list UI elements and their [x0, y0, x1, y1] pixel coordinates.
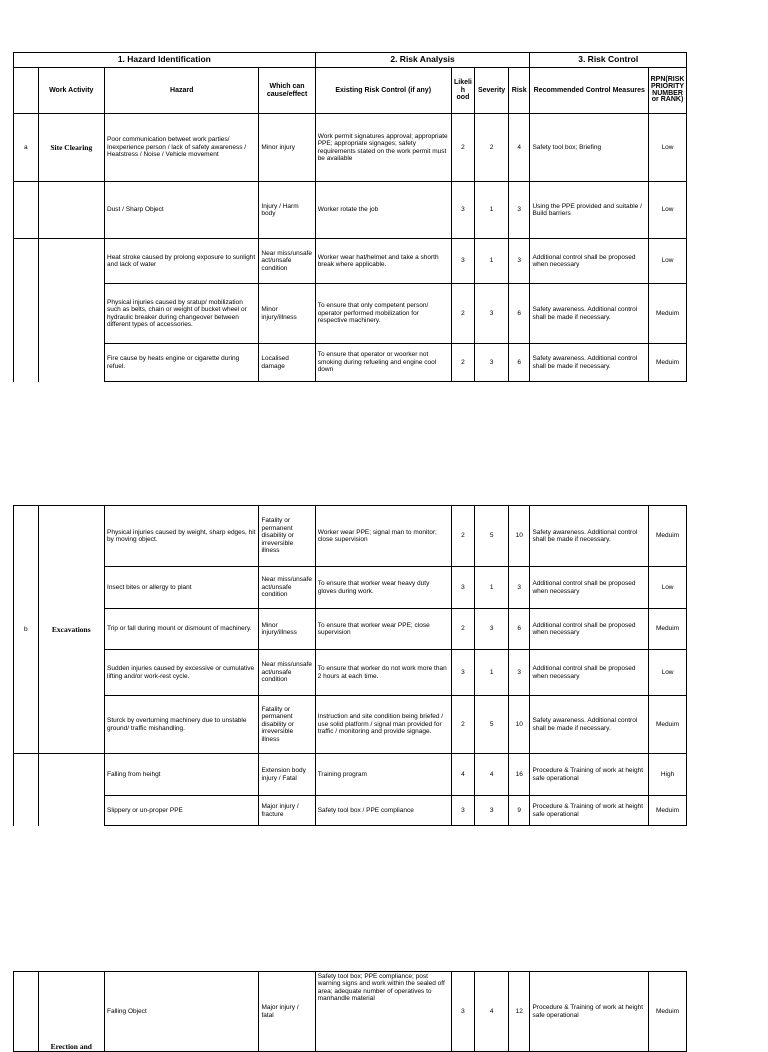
existing-control-cell: Safety tool box; PPE compliance; post warning signs and work within the sealed off area; adequate number of operatives to manhandle material: [315, 972, 451, 1052]
hazard-cell: Falling from heihgt: [105, 754, 259, 796]
likelihood-cell: 3: [451, 972, 475, 1052]
hazard-cell: Sudden injuries caused by excessive or cumulative lifting and/or work-rest cycle.: [105, 650, 259, 696]
risk-table-block-2: [13, 505, 687, 826]
existing-control-cell: To ensure that worker wear PPE; close supervision: [315, 609, 451, 650]
existing-control-cell: Training program: [315, 754, 451, 796]
existing-control-cell: Worker wear hat/helmet and take a shorth break where applicable.: [315, 239, 451, 284]
severity-cell: 5: [475, 506, 509, 567]
severity-cell: 4: [475, 754, 509, 796]
recommended-cell: Using the PPE provided and suitable / Build barriers: [530, 182, 649, 239]
work-activity: Excavations: [38, 506, 104, 754]
effect-cell: Extension body injury / Fatal: [259, 754, 315, 796]
effect-cell: Major injury / fracture: [259, 796, 315, 826]
existing-control-cell: Worker rotate the job: [315, 182, 451, 239]
risk-cell: 3: [508, 182, 530, 239]
recommended-cell: Safety awareness. Additional control shall be made if necessary.: [530, 696, 649, 754]
effect-cell: Major injury / fatal: [259, 972, 315, 1052]
table-row: [14, 114, 687, 182]
recommended-cell: Safety awareness. Additional control shall be made if necessary.: [530, 344, 649, 382]
existing-control-cell: To ensure that only competent person/ operator performed mobilization for respective machinery.: [315, 284, 451, 344]
header-likelihood: Likelih ood: [451, 68, 475, 114]
effect-cell: Near miss/unsafe act/unsafe condition: [259, 567, 315, 609]
table-row: [14, 754, 687, 796]
existing-control-cell: Worker wear PPE; signal man to monitor; close supervision: [315, 506, 451, 567]
rpn-cell: Meduim: [649, 796, 687, 826]
severity-cell: 1: [475, 182, 509, 239]
table-row: [14, 344, 687, 382]
table-row: [14, 972, 687, 1052]
section-risk-control: 3. Risk Control: [530, 53, 687, 68]
header-work-activity: Work Activity: [38, 68, 104, 114]
hazard-cell: Trip or fall during mount or dismount of machinery.: [105, 609, 259, 650]
likelihood-cell: 2: [451, 284, 475, 344]
group-code: [14, 972, 39, 1052]
rpn-cell: Low: [649, 239, 687, 284]
likelihood-cell: 3: [451, 567, 475, 609]
rpn-cell: Meduim: [649, 972, 687, 1052]
work-activity: Site Clearing: [38, 114, 104, 182]
risk-cell: 10: [509, 696, 530, 754]
risk-cell: 3: [509, 567, 530, 609]
hazard-cell: Sturck by overturning machinery due to unstable ground/ traffic mishandling.: [105, 696, 259, 754]
hazard-cell: Insect bites or allergy to plant: [105, 567, 259, 609]
severity-cell: 3: [475, 609, 509, 650]
recommended-cell: Safety awareness. Additional control shall be made if necessary.: [530, 284, 649, 344]
table-row: [14, 182, 687, 239]
table-row: [14, 696, 687, 754]
recommended-cell: Additional control shall be proposed when necessary: [530, 650, 649, 696]
header-severity: Severity: [475, 68, 509, 114]
effect-cell: Minor injury: [259, 114, 315, 182]
table-row: [14, 609, 687, 650]
effect-cell: Injury / Harm body: [259, 182, 315, 239]
work-activity: [38, 239, 104, 382]
work-activity: [38, 754, 104, 826]
column-header-row: [14, 68, 687, 114]
table-row: [14, 239, 687, 284]
hazard-cell: Falling Object: [105, 972, 259, 1052]
rpn-cell: Meduim: [649, 284, 687, 344]
likelihood-cell: 3: [451, 182, 475, 239]
risk-cell: 6: [509, 609, 530, 650]
hazard-cell: Physical injuries caused by sratup/ mobilization such as belts, chain or weight of bucket wheel or hydraulic breaker during changeover between different types of accessories.: [105, 284, 259, 344]
effect-cell: Fatality or permanent disability or irreversible illness: [259, 506, 315, 567]
header-risk: Risk: [508, 68, 530, 114]
risk-cell: 3: [508, 239, 530, 284]
severity-cell: 1: [475, 650, 509, 696]
hazard-cell: Heat stroke caused by prolong exposure to sunlight and lack of water: [105, 239, 259, 284]
likelihood-cell: 3: [451, 796, 475, 826]
rpn-cell: Meduim: [649, 696, 687, 754]
risk-cell: 16: [509, 754, 530, 796]
existing-control-cell: To ensure that worker wear heavy duty gloves during work.: [315, 567, 451, 609]
effect-cell: Localised damage: [259, 344, 315, 382]
likelihood-cell: 2: [451, 609, 475, 650]
likelihood-cell: 2: [451, 114, 475, 182]
severity-cell: 2: [475, 114, 509, 182]
recommended-cell: Additional control shall be proposed when necessary: [530, 239, 649, 284]
recommended-cell: Additional control shall be proposed when necessary: [530, 609, 649, 650]
group-code: [14, 239, 39, 382]
table-row: [14, 567, 687, 609]
table-row: [14, 284, 687, 344]
table-row: [14, 796, 687, 826]
group-code: [14, 754, 39, 826]
risk-cell: 10: [509, 506, 530, 567]
recommended-cell: Safety awareness. Additional control shall be made if necessary.: [530, 506, 649, 567]
severity-cell: 4: [475, 972, 509, 1052]
group-code: [14, 182, 39, 239]
existing-control-cell: Safety tool box / PPE compliance: [315, 796, 451, 826]
rpn-cell: Meduim: [649, 506, 687, 567]
table-row: [14, 650, 687, 696]
header-index: [14, 68, 39, 114]
group-code: b: [14, 506, 39, 754]
rpn-cell: Low: [649, 114, 687, 182]
section-risk-analysis: 2. Risk Analysis: [315, 53, 530, 68]
likelihood-cell: 2: [451, 696, 475, 754]
rpn-cell: Meduim: [649, 609, 687, 650]
existing-control-cell: To ensure that operator or woorker not smoking during refueling and engine cool down: [315, 344, 451, 382]
existing-control-cell: To ensure that worker do not work more than 2 hours at each time.: [315, 650, 451, 696]
likelihood-cell: 3: [451, 239, 475, 284]
risk-cell: 9: [509, 796, 530, 826]
header-which-can: Which can cause/effect: [259, 68, 315, 114]
effect-cell: Near miss/unsafe act/unsafe condition: [259, 650, 315, 696]
risk-cell: 3: [509, 650, 530, 696]
likelihood-cell: 2: [451, 344, 475, 382]
severity-cell: 1: [475, 567, 509, 609]
likelihood-cell: 4: [451, 754, 475, 796]
rpn-cell: High: [649, 754, 687, 796]
risk-cell: 6: [508, 284, 530, 344]
rpn-cell: Meduim: [649, 344, 687, 382]
effect-cell: Near miss/unsafe act/unsafe condition: [259, 239, 315, 284]
work-activity: [38, 182, 104, 239]
recommended-cell: Procedure & Training of work at height safe operational: [530, 972, 649, 1052]
severity-cell: 5: [475, 696, 509, 754]
hazard-cell: Physical injuries caused by weight, sharp edges, hit by moving object.: [105, 506, 259, 567]
hazard-cell: Poor communication betweet work parties/ Inexperience person / lack of safety awareness / Heatstress / Noise / Vehicle movement: [105, 114, 259, 182]
rpn-cell: Low: [649, 650, 687, 696]
likelihood-cell: 2: [451, 506, 475, 567]
risk-cell: 6: [508, 344, 530, 382]
header-recommended: Recommended Control Measures: [530, 68, 649, 114]
effect-cell: Fatality or permanent disability or irreversible illness: [259, 696, 315, 754]
work-activity: Erection and: [38, 972, 104, 1052]
header-rpn: RPN(RISK PRIORITY NUMBER or RANK): [649, 68, 687, 114]
likelihood-cell: 3: [451, 650, 475, 696]
severity-cell: 3: [475, 284, 509, 344]
section-hazard-identification: 1. Hazard Identification: [14, 53, 316, 68]
hazard-cell: Slippery or un-proper PPE: [105, 796, 259, 826]
severity-cell: 1: [475, 239, 509, 284]
severity-cell: 3: [475, 344, 509, 382]
risk-cell: 4: [508, 114, 530, 182]
risk-table-block-1: [13, 52, 687, 382]
rpn-cell: Low: [649, 567, 687, 609]
recommended-cell: Procedure & Training of work at height safe operational: [530, 754, 649, 796]
effect-cell: Minor injury/illness: [259, 609, 315, 650]
existing-control-cell: Work permit signatures approval; appropriate PPE; appropriate signages; safety requirements stated on the work permit must be available: [315, 114, 451, 182]
rpn-cell: Low: [649, 182, 687, 239]
severity-cell: 3: [475, 796, 509, 826]
table-row: [14, 506, 687, 567]
header-existing-control: Existing Risk Control (if any): [315, 68, 451, 114]
risk-table-block-3: [13, 971, 687, 1052]
hazard-cell: Dust / Sharp Object: [105, 182, 259, 239]
hazard-cell: Fire cause by heats engine or cigarette during refuel.: [105, 344, 259, 382]
effect-cell: Minor injury/illness: [259, 284, 315, 344]
header-hazard: Hazard: [105, 68, 259, 114]
section-header-row: [14, 53, 687, 68]
risk-cell: 12: [509, 972, 530, 1052]
recommended-cell: Procedure & Training of work at height safe operational: [530, 796, 649, 826]
recommended-cell: Safety tool box; Briefing: [530, 114, 649, 182]
group-code: a: [14, 114, 39, 182]
recommended-cell: Additional control shall be proposed when necessary: [530, 567, 649, 609]
existing-control-cell: Instruction and site condition being briefed / use solid platform / signal man provided for traffic / monitoring and provide signage.: [315, 696, 451, 754]
